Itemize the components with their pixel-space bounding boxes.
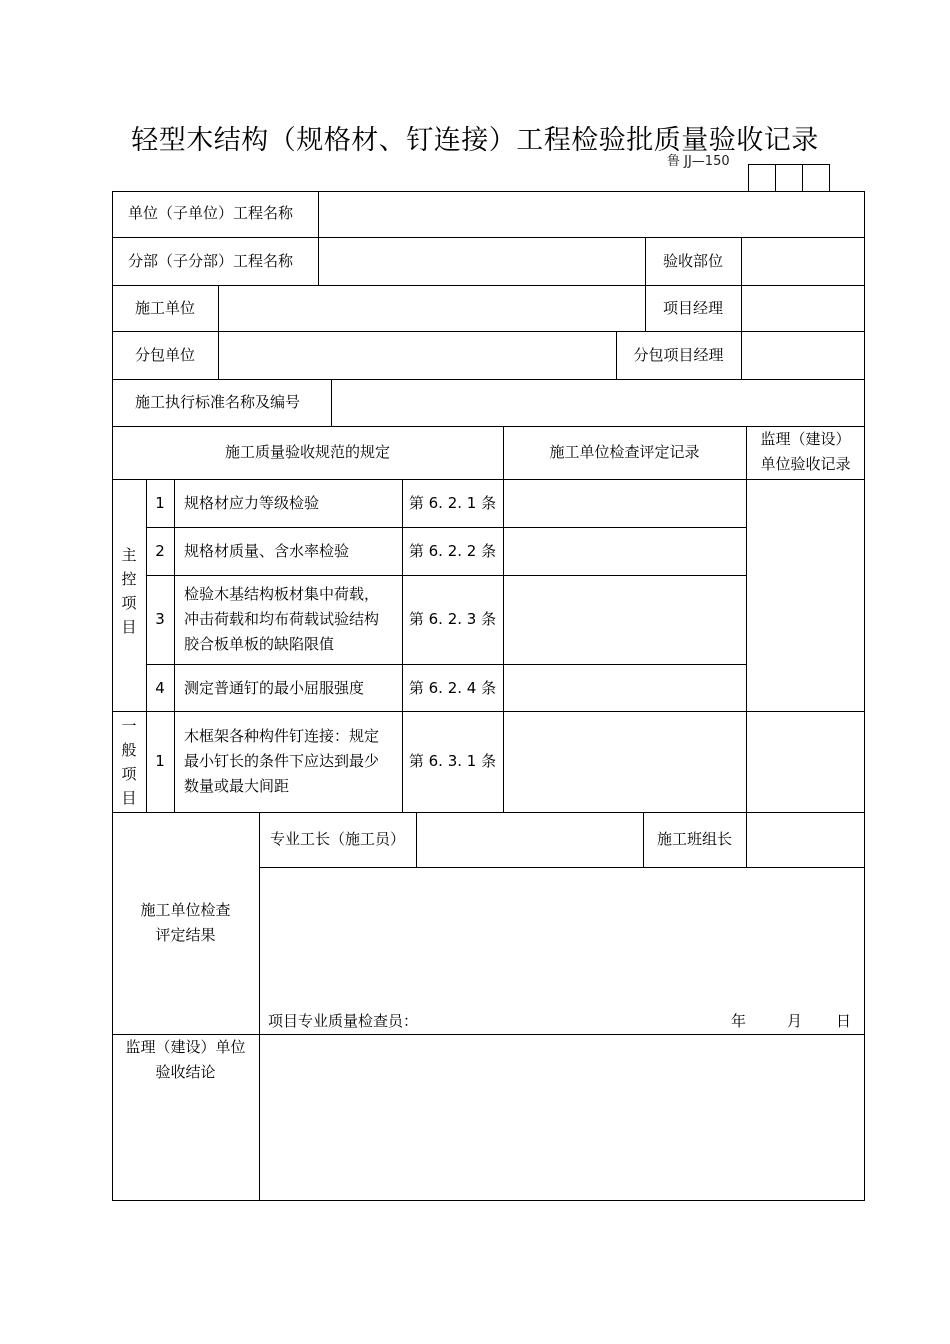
item-description-line: 木框架各种构件钉连接：规定 <box>184 727 380 745</box>
item-description-line: 胶合板单板的缺陷限值 <box>184 635 335 653</box>
supervisor-result-label-line2: 验收结论 <box>155 1063 216 1081</box>
project-manager-label: 项目经理 <box>662 299 723 317</box>
item-number: 2 <box>155 542 165 560</box>
team-leader-label: 施工班组长 <box>656 830 732 848</box>
general-group-char: 般 <box>121 741 137 759</box>
unit-project-label: 单位（子单位）工程名称 <box>128 204 294 222</box>
number-box[interactable] <box>775 164 803 191</box>
sub-project-field[interactable] <box>319 238 645 285</box>
contractor-record-cell[interactable] <box>504 528 746 575</box>
contractor-label: 施工单位 <box>134 299 195 317</box>
item-description: 测定普通钉的最小屈服强度 <box>184 679 365 697</box>
date-month-label: 月 <box>787 1012 803 1030</box>
inspection-part-label: 验收部位 <box>662 252 723 270</box>
supervisor-record-cell-main[interactable] <box>747 480 864 711</box>
item-clause: 第 6. 2. 4 条 <box>408 679 497 697</box>
date-year-label: 年 <box>731 1012 747 1030</box>
supervisor-result-label-line1: 监理（建设）单位 <box>125 1038 246 1056</box>
item-description-line: 冲击荷载和均布荷载试验结构 <box>184 610 380 628</box>
project-manager-field[interactable] <box>742 286 864 331</box>
contractor-result-label-line2: 评定结果 <box>155 926 216 944</box>
subcontractor-label: 分包单位 <box>134 346 195 364</box>
contractor-record-cell[interactable] <box>504 712 746 812</box>
supervisor-conclusion-field[interactable] <box>260 1035 864 1200</box>
main-group-char: 主 <box>121 546 137 564</box>
contractor-result-label-line1: 施工单位检查 <box>140 901 231 919</box>
item-clause: 第 6. 2. 2 条 <box>408 542 497 560</box>
sub-project-manager-label: 分包项目经理 <box>633 346 724 364</box>
supervisor-record-cell-general[interactable] <box>747 712 864 812</box>
date-day-label: 日 <box>836 1012 852 1030</box>
spec-column-header: 施工质量验收规范的规定 <box>224 443 390 461</box>
contractor-record-cell[interactable] <box>504 576 746 664</box>
sub-project-manager-field[interactable] <box>742 332 864 379</box>
contractor-record-cell[interactable] <box>504 480 746 527</box>
sub-project-label: 分部（子分部）工程名称 <box>128 252 294 270</box>
main-group-char: 项 <box>121 594 137 612</box>
item-clause: 第 6. 2. 1 条 <box>408 494 497 512</box>
contractor-result-field[interactable] <box>260 868 864 1008</box>
item-description: 规格材质量、含水率检验 <box>184 542 350 560</box>
item-clause: 第 6. 2. 3 条 <box>408 610 497 628</box>
item-number: 3 <box>155 610 165 628</box>
page-title: 轻型木结构（规格材、钉连接）工程检验批质量验收记录 <box>131 125 819 156</box>
number-box[interactable] <box>802 164 830 191</box>
main-group-char: 目 <box>121 618 137 636</box>
item-description: 规格材应力等级检验 <box>184 494 320 512</box>
standard-field[interactable] <box>332 380 864 426</box>
number-box[interactable] <box>748 164 776 191</box>
item-clause: 第 6. 3. 1 条 <box>408 752 497 770</box>
contractor-record-header: 施工单位检查评定记录 <box>549 443 700 461</box>
main-group-char: 控 <box>121 570 137 588</box>
form-code: 鲁 JJ—150 <box>667 154 730 169</box>
item-description-line: 最小钉长的条件下应达到最少 <box>184 752 380 770</box>
team-leader-field[interactable] <box>747 813 864 867</box>
item-number: 4 <box>155 679 165 697</box>
general-group-char: 一 <box>121 717 137 735</box>
supervisor-record-header-line2: 单位验收记录 <box>760 455 851 473</box>
item-description-line: 数量或最大间距 <box>184 777 290 795</box>
general-group-char: 目 <box>121 789 137 807</box>
standard-label: 施工执行标准名称及编号 <box>135 393 301 411</box>
general-group-char: 项 <box>121 765 137 783</box>
item-number: 1 <box>155 494 165 512</box>
item-description-line: 检验木基结构板材集中荷载， <box>184 585 380 603</box>
item-number: 1 <box>155 752 165 770</box>
unit-project-field[interactable] <box>319 192 864 237</box>
supervisor-record-header-line1: 监理（建设） <box>760 430 851 448</box>
foreman-label: 专业工长（施工员） <box>269 830 405 848</box>
foreman-field[interactable] <box>417 813 643 867</box>
contractor-record-cell[interactable] <box>504 665 746 711</box>
contractor-field[interactable] <box>219 286 645 331</box>
inspector-label: 项目专业质量检查员： <box>268 1012 419 1030</box>
inspection-part-field[interactable] <box>742 238 864 285</box>
subcontractor-field[interactable] <box>219 332 616 379</box>
